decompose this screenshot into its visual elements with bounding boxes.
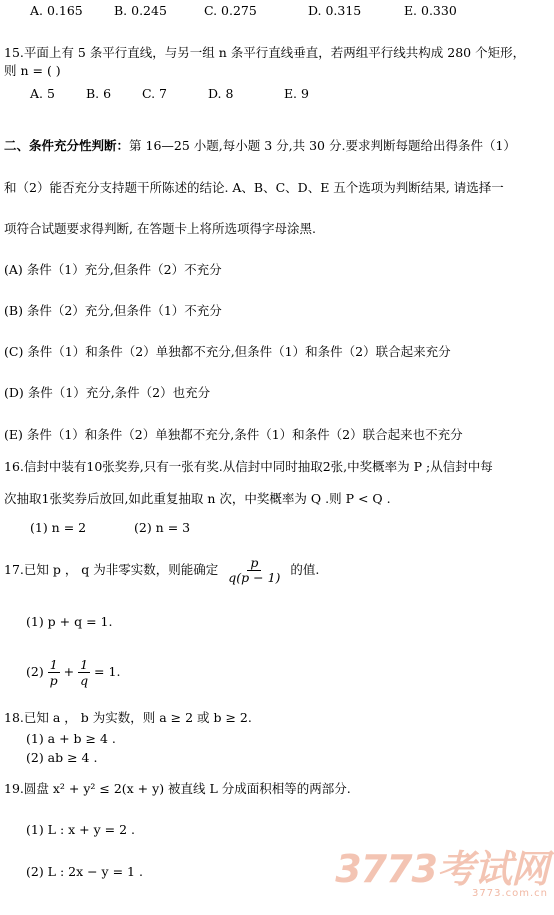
q17-cond2-suffix: = 1. (94, 664, 121, 679)
section2-intro-line1 (4, 138, 516, 154)
q18-condition-2: (2) ab ≥ 4 . (26, 750, 98, 765)
choice-c: (C) 条件（1）和条件（2）单独都不充分,但条件（1）和条件（2）联合起来充分 (4, 344, 451, 359)
site-watermark (335, 847, 548, 899)
q19-condition-2: (2) L : 2x − y = 1 . (26, 864, 143, 879)
q15-stem-line2: 则 n = ( ) (4, 63, 61, 78)
q17-cond2-plus: + (63, 664, 75, 679)
q15-options (30, 86, 309, 102)
choice-d: (D) 条件（1）充分,条件（2）也充分 (4, 385, 211, 400)
q17-cond2-frac1-num: 1 (49, 657, 58, 672)
q15-option-d: D. 8 (207, 86, 234, 101)
q17-fraction (225, 556, 283, 585)
q14-option-c: C. 0.275 (203, 3, 257, 18)
q15-option-a: A. 5 (30, 86, 55, 101)
q17-suffix: 的值. (290, 562, 320, 577)
q17-prefix: 17.已知 p ， q 为非零实数，则能确定 (4, 562, 219, 577)
q14-option-d: D. 0.315 (307, 3, 362, 18)
watermark-url: 3773.com.cn (472, 888, 548, 899)
q18-condition-1: (1) a + b ≥ 4 . (26, 731, 116, 746)
q14-option-a: A. 0.165 (30, 3, 83, 18)
q16-condition-2: (2) n = 3 (133, 520, 191, 535)
choice-b: (B) 条件（2）充分,但条件（1）不充分 (4, 303, 222, 318)
q18-stem: 18.已知 a ， b 为实数，则 a ≥ 2 或 b ≥ 2. (4, 710, 252, 725)
choice-a: (A) 条件（1）充分,但条件（2）不充分 (4, 262, 222, 277)
q17-fraction-denominator: q(p − 1) (228, 570, 281, 585)
q15-option-c: C. 7 (141, 86, 167, 101)
section2-intro-line3: 项符合试题要求得判断, 在答题卡上将所选项得字母涂黑. (4, 221, 316, 236)
q17-cond2-label: (2) (26, 664, 44, 679)
watermark-logo-text: 3773考试网 (335, 847, 548, 891)
q14-option-b: B. 0.245 (113, 3, 167, 18)
q15-option-e: E. 9 (283, 86, 309, 101)
q14-option-e: E. 0.330 (403, 3, 457, 18)
q16-conditions (30, 520, 190, 536)
section2-heading: 二、条件充分性判断： (4, 138, 130, 153)
q17-condition-1: (1) p + q = 1. (26, 614, 113, 629)
q17-cond2-frac2-den: q (80, 673, 89, 688)
q17-condition-2 (26, 656, 120, 688)
q16-stem-line1: 16.信封中装有10张奖券,只有一张有奖.从信封中同时抽取2张,中奖概率为 P ;从信封中每 (4, 459, 493, 474)
q17-cond2-frac1-den: p (49, 673, 58, 688)
q14-options (30, 3, 457, 19)
q17-fraction-numerator: p (247, 556, 261, 571)
section2-intro-text: 第 16—25 小题,每小题 3 分,共 30 分.要求判断每题给出得条件（1） (129, 138, 516, 153)
q16-condition-1: (1) n = 2 (30, 520, 87, 535)
section2-intro-line2: 和（2）能否充分支持题干所陈述的结论. A、B、C、D、E 五个选项为判断结果, 请选择一 (4, 180, 504, 195)
q17-stem (4, 553, 319, 587)
q15-stem-line1: 15.平面上有 5 条平行直线，与另一组 n 条平行直线垂直，若两组平行线共构成 280 个矩形， (4, 45, 526, 60)
q15-option-b: B. 6 (85, 86, 112, 101)
q19-condition-1: (1) L : x + y = 2 . (26, 822, 135, 837)
q17-cond2-frac2-num: 1 (80, 657, 89, 672)
q17-cond2-fraction-2 (78, 657, 90, 688)
q19-stem: 19.圆盘 x² + y² ≤ 2(x + y) 被直线 L 分成面积相等的两部分. (4, 781, 351, 796)
q17-cond2-fraction-1 (48, 657, 60, 688)
q16-stem-line2: 次抽取1张奖券后放回,如此重复抽取 n 次，中奖概率为 Q .则 P < Q . (4, 491, 391, 506)
choice-e: (E) 条件（1）和条件（2）单独都不充分,条件（1）和条件（2）联合起来也不充分 (4, 427, 463, 442)
